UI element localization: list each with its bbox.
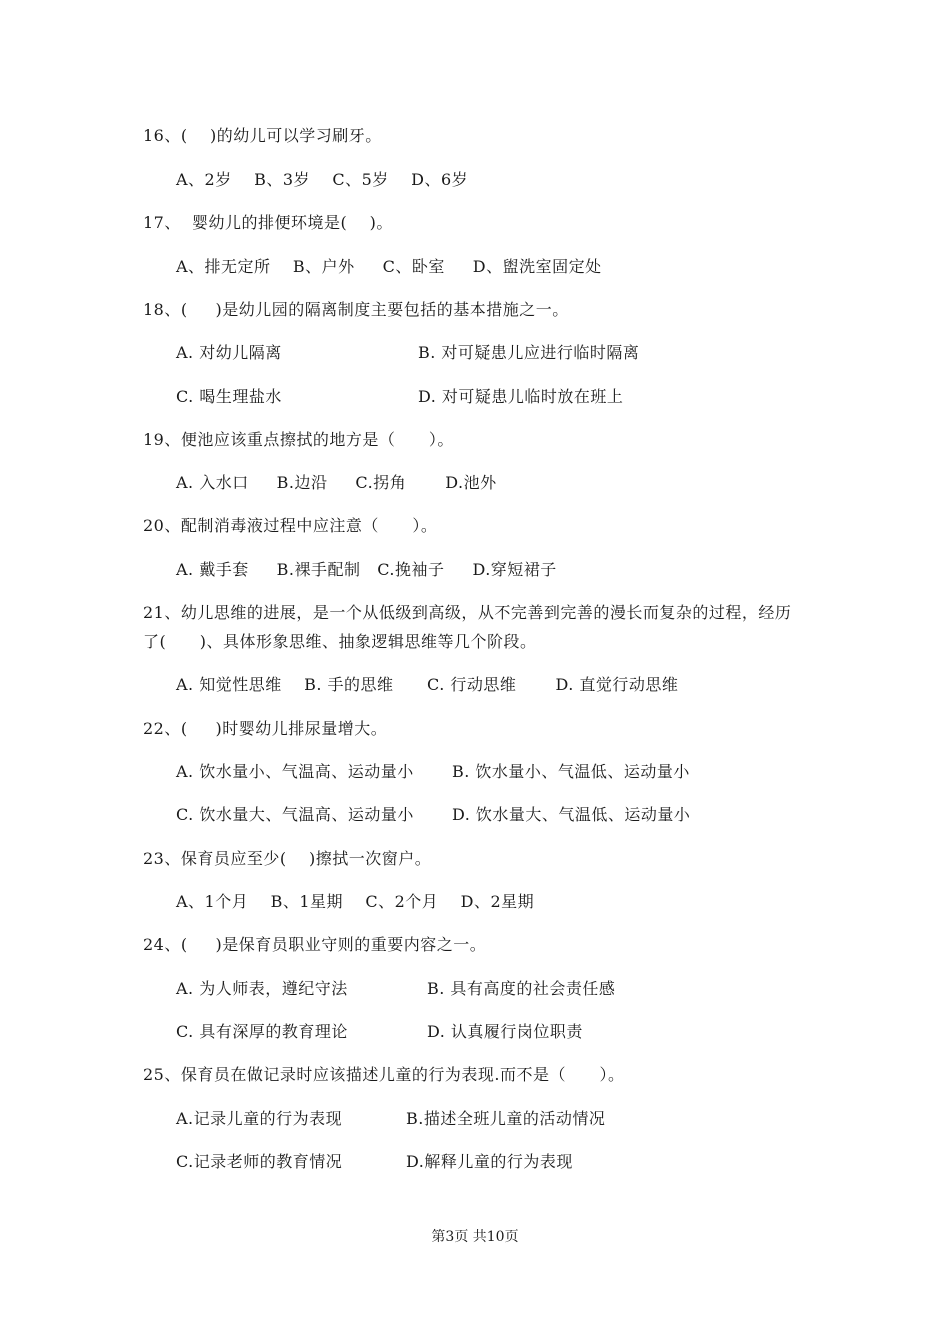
page-number: 第3页 共10页 — [431, 1229, 519, 1245]
option-18-a: A. 对幼儿隔离 — [176, 343, 282, 362]
option-24-d: D. 认真履行岗位职责 — [427, 1022, 583, 1041]
option-18-b: B. 对可疑患儿应进行临时隔离 — [418, 343, 640, 362]
question-21-cont: 了( )、具体形象思维、抽象逻辑思维等几个阶段。 — [143, 632, 537, 651]
question-16: 16、( )的幼儿可以学习刷牙。 — [143, 126, 382, 145]
option-18-c: C. 喝生理盐水 — [176, 387, 282, 406]
question-24: 24、( )是保育员职业守则的重要内容之一。 — [143, 935, 487, 954]
option-24-a: A. 为人师表，遵纪守法 — [176, 979, 348, 998]
options-16: A、2岁 B、3岁 C、5岁 D、6岁 — [176, 170, 469, 189]
question-20: 20、配制消毒液过程中应注意（ ）。 — [143, 516, 438, 535]
options-17: A、排无定所 B、户外 C、卧室 D、盥洗室固定处 — [176, 257, 602, 276]
options-21: A. 知觉性思维 B. 手的思维 C. 行动思维 D. 直觉行动思维 — [176, 675, 679, 694]
question-22: 22、( )时婴幼儿排尿量增大。 — [143, 719, 388, 738]
option-25-a: A.记录儿童的行为表现 — [176, 1109, 343, 1128]
question-21: 21、幼儿思维的进展，是一个从低级到高级，从不完善到完善的漫长而复杂的过程，经历 — [143, 603, 792, 622]
option-24-b: B. 具有高度的社会责任感 — [427, 979, 616, 998]
option-24-c: C. 具有深厚的教育理论 — [176, 1022, 348, 1041]
option-25-d: D.解释儿童的行为表现 — [406, 1152, 573, 1171]
option-22-a: A. 饮水量小、气温高、运动量小 — [176, 762, 414, 781]
option-22-b: B. 饮水量小、气温低、运动量小 — [452, 762, 690, 781]
options-19: A. 入水口 B.边沿 C.拐角 D.池外 — [176, 473, 497, 492]
question-17: 17、 婴幼儿的排便环境是( )。 — [143, 213, 393, 232]
question-19: 19、便池应该重点擦拭的地方是（ ）。 — [143, 430, 454, 449]
question-25: 25、保育员在做记录时应该描述儿童的行为表现.而不是（ ）。 — [143, 1065, 625, 1084]
option-25-b: B.描述全班儿童的活动情况 — [406, 1109, 606, 1128]
option-22-d: D. 饮水量大、气温低、运动量小 — [452, 805, 691, 824]
question-23: 23、保育员应至少( )擦拭一次窗户。 — [143, 849, 432, 868]
option-18-d: D. 对可疑患儿临时放在班上 — [418, 387, 624, 406]
options-20: A. 戴手套 B.裸手配制 C.挽袖子 D.穿短裙子 — [176, 560, 557, 579]
option-25-c: C.记录老师的教育情况 — [176, 1152, 343, 1171]
options-23: A、1个月 B、1星期 C、2个月 D、2星期 — [176, 892, 535, 911]
question-18: 18、( )是幼儿园的隔离制度主要包括的基本措施之一。 — [143, 300, 569, 319]
option-22-c: C. 饮水量大、气温高、运动量小 — [176, 805, 414, 824]
